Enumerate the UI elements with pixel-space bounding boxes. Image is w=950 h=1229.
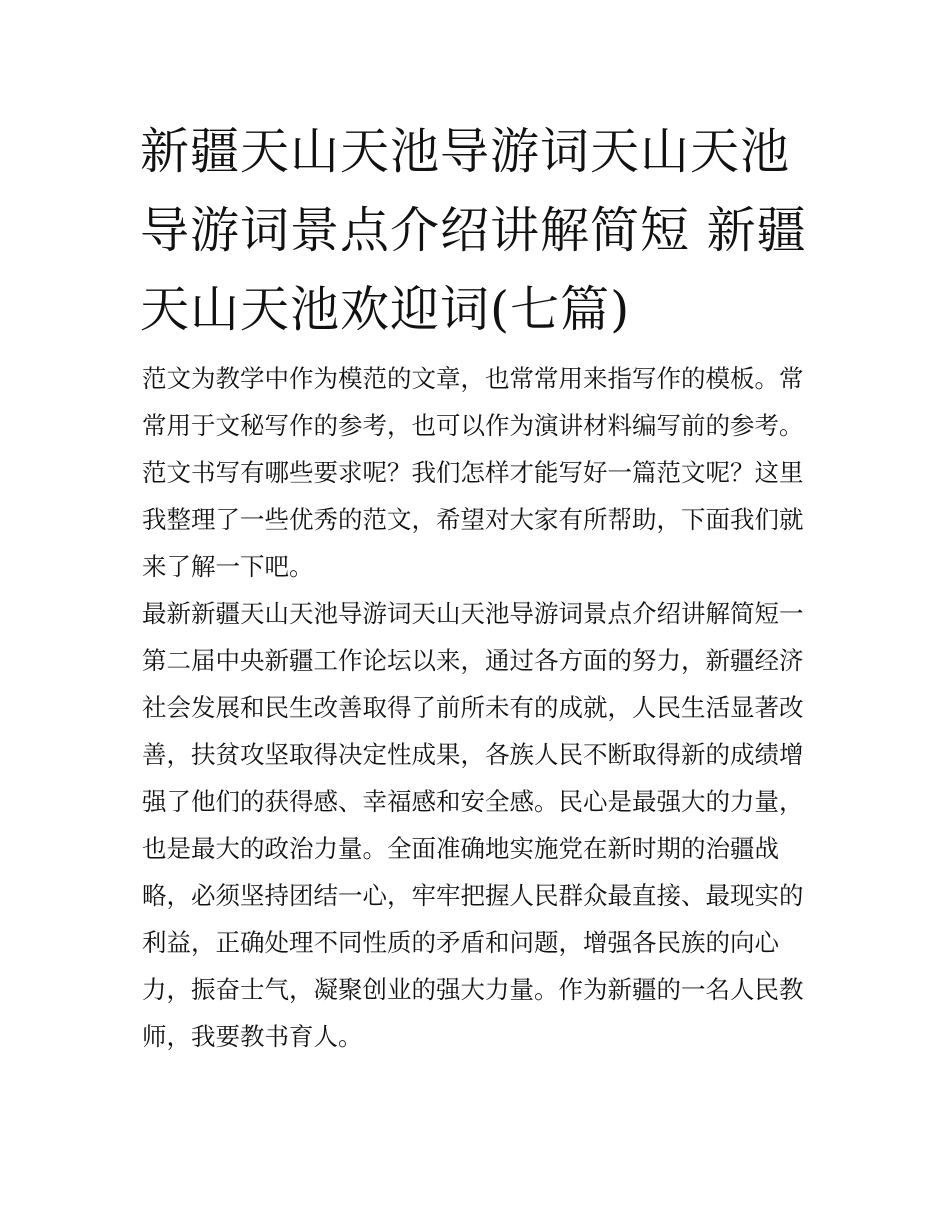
body-paragraph bbox=[142, 637, 822, 1060]
text-line: 我整理了一些优秀的范文，希望对大家有所帮助，下面我们就 bbox=[142, 505, 804, 534]
title-line: 导游词景点介绍讲解简短 新疆 bbox=[140, 202, 807, 259]
text-line: 师，我要教书育人。 bbox=[142, 1022, 363, 1051]
text-line: 利益，正确处理不同性质的矛盾和问题，增强各民族的向心 bbox=[142, 928, 779, 957]
text-line: 社会发展和民生改善取得了前所未有的成就，人民生活显著改 bbox=[142, 693, 804, 722]
text-line: 常用于文秘写作的参考，也可以作为演讲材料编写前的参考。 bbox=[142, 411, 804, 440]
text-line: 范文为教学中作为模范的文章，也常常用来指写作的模板。常 bbox=[142, 364, 804, 393]
text-line: 最新新疆天山天池导游词天山天池导游词景点介绍讲解简短一 bbox=[142, 599, 804, 628]
text-line: 善，扶贫攻坚取得决定性成果，各族人民不断取得新的成绩增 bbox=[142, 740, 804, 769]
intro-paragraph bbox=[142, 355, 822, 590]
document-body bbox=[142, 355, 822, 1060]
title-line: 新疆天山天池导游词天山天池 bbox=[140, 123, 791, 180]
text-line: 也是最大的政治力量。全面准确地实施党在新时期的治疆战 bbox=[142, 834, 779, 863]
text-line: 范文书写有哪些要求呢？我们怎样才能写好一篇范文呢？这里 bbox=[142, 458, 804, 487]
text-line: 力，振奋士气，凝聚创业的强大力量。作为新疆的一名人民教 bbox=[142, 975, 804, 1004]
document-title bbox=[140, 112, 820, 349]
text-line: 强了他们的获得感、幸福感和安全感。民心是最强大的力量， bbox=[142, 787, 804, 816]
text-line: 来了解一下吧。 bbox=[142, 552, 314, 581]
text-line: 略，必须坚持团结一心，牢牢把握人民群众最直接、最现实的 bbox=[142, 881, 804, 910]
section-heading-paragraph bbox=[142, 590, 822, 637]
title-line: 天山天池欢迎词(七篇) bbox=[140, 281, 631, 338]
text-line: 第二届中央新疆工作论坛以来，通过各方面的努力，新疆经济 bbox=[142, 646, 804, 675]
